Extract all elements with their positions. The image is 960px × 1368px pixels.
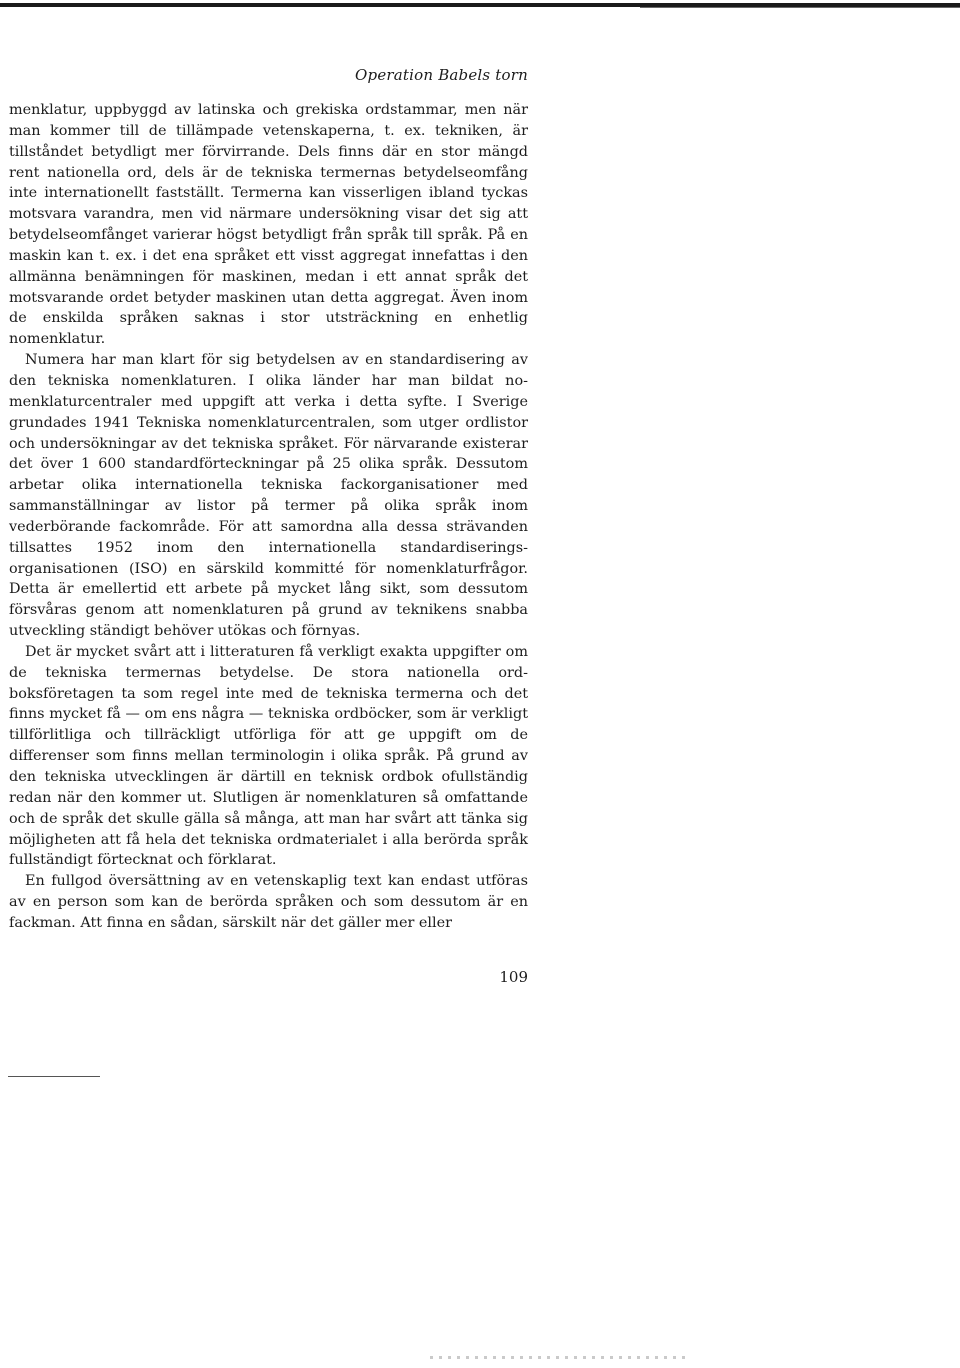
- running-head: Operation Babels torn: [355, 66, 528, 84]
- paragraph-3: Det är mycket svårt att i litteraturen få verkligt exakta uppgifter om de tekniska termernas betydelse. De stora nationella ordboksföretagen ta som regel inte med de tekniska termerna och det finns mycket få — om ens några — tekniska ordböcker, som är verkligt tillförlitliga och tillräckligt utförliga för att ge uppgift om de differenser som finns mellan terminologin i olika språk. På grund av den tekniska utvecklingen är därtill en teknisk ordbok ofullständig redan när den kommer ut. Slutligen är nomenklaturen så omfattande och de språk det skulle gälla så många, att man har svårt att tänka sig möjligheten att få hela det tekniska ordmaterialet i alla berörda språk fullständigt förtecknat och förklarat.: [9, 643, 528, 869]
- paragraph-2: Numera har man klart för sig betydelsen av en standardisering av den tekniska nomenklaturen. I olika länder har man bildat nomenklaturcentraler med uppgift att verka i detta syfte. I Sverige grundades 1941 Tekniska nomenklaturcentralen, som utger ordlistor och undersökningar av det tekniska språket. För närvarande existerar det över 1 600 standardförteckningar på 25 olika språk. Dessutom arbetar olika internationella tekniska fackorganisationer med sammanställningar av listor på termer på olika språk inom vederbörande fackområde. För att samordna alla dessa strävanden tillsattes 1952 inom den internationella standardiseringsorganisationen (ISO) en särskild kommitté för nomenklaturfrågor. Detta är emellertid ett arbete på mycket lång sikt, som dessutom försvåras genom att nomenklaturen på grund av teknikens snabba utveckling ständigt behöver utökas och förnyas.: [9, 352, 528, 640]
- paragraph-1: menklatur, uppbyggd av latinska och grekiska ordstammar, men när man kommer till de tillämpade vetenskaperna, t. ex. tekniken, är tillståndet betydligt mer förvirrande. Dels finns där en stor mängd rent nationella ord, dels är de tekniska termernas betydelseomfång inte internationellt fastställt. Termerna kan visserligen ibland tyckas motsvara varandra, men vid närmare undersökning visar det sig att betydelseomfånget varierar högst betydligt från språk till språk. På en maskin kan t. ex. i det ena språket ett visst aggregat innefattas i den allmänna benämningen för maskinen, medan i ett annat språk det motsvarande ordet betyder maskinen utan detta aggregat. Även inom de enskilda språken saknas i stor utsträckning en enhetlig nomenklatur.: [9, 102, 528, 348]
- paragraph-4: En fullgod översättning av en vetenskaplig text kan endast utföras av en person som kan de berörda språken och som dessutom är en fackman. Att finna en sådan, särskilt när det gäller mer eller: [9, 873, 528, 931]
- page-number: 109: [499, 968, 528, 986]
- body-text: [9, 100, 528, 934]
- scan-noise: [430, 1356, 690, 1359]
- top-scan-rule-thin: [640, 7, 960, 8]
- bottom-scan-rule: [8, 1076, 100, 1077]
